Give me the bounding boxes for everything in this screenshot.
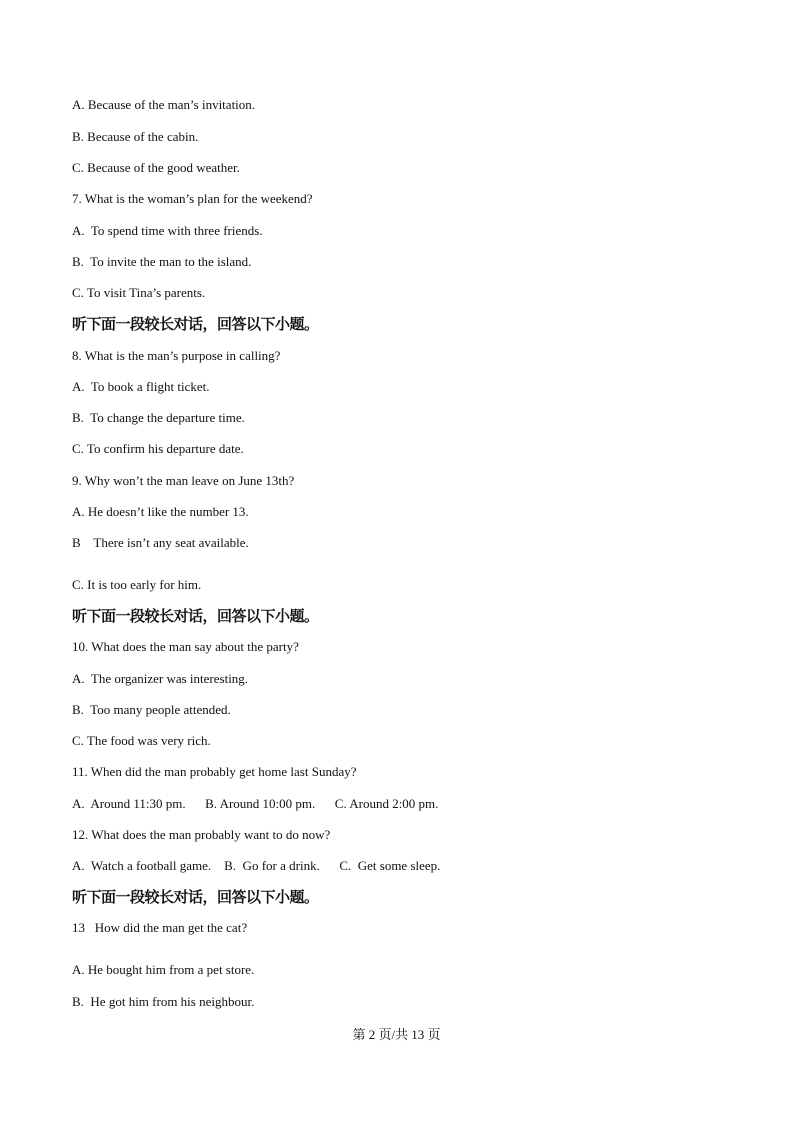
page-footer: 第 2 页/共 13 页 bbox=[352, 1027, 441, 1042]
question-11: 11. When did the man probably get home last Sunday? bbox=[72, 764, 357, 779]
section-instruction: 听下面一段较长对话，回答以下小题。 bbox=[72, 888, 319, 906]
option-9c: C. It is too early for him. bbox=[72, 577, 202, 592]
option-13b: B. He got him from his neighbour. bbox=[72, 994, 255, 1009]
question-7: 7. What is the woman’s plan for the weekend? bbox=[72, 191, 313, 206]
question-13: 13 How did the man get the cat? bbox=[72, 920, 248, 935]
options-12: A. Watch a football game. B. Go for a drink. C. Get some sleep. bbox=[72, 858, 441, 873]
option-8a: A. To book a flight ticket. bbox=[72, 379, 210, 394]
question-8: 8. What is the man’s purpose in calling? bbox=[72, 348, 281, 363]
option-8c: C. To confirm his departure date. bbox=[72, 441, 244, 456]
section-instruction: 听下面一段较长对话，回答以下小题。 bbox=[72, 315, 319, 333]
option-6a: A. Because of the man’s invitation. bbox=[72, 97, 256, 112]
question-12: 12. What does the man probably want to do now? bbox=[72, 827, 331, 842]
option-10c: C. The food was very rich. bbox=[72, 733, 211, 748]
option-7c: C. To visit Tina’s parents. bbox=[72, 285, 206, 300]
option-10a: A. The organizer was interesting. bbox=[72, 671, 249, 686]
options-11: A. Around 11:30 pm. B. Around 10:00 pm. C. Around 2:00 pm. bbox=[72, 796, 439, 811]
section-instruction: 听下面一段较长对话，回答以下小题。 bbox=[72, 607, 319, 625]
option-9b: B There isn’t any seat available. bbox=[72, 535, 249, 550]
option-6b: B. Because of the cabin. bbox=[72, 129, 199, 144]
option-8b: B. To change the departure time. bbox=[72, 410, 245, 425]
option-10b: B. Too many people attended. bbox=[72, 702, 231, 717]
option-7b: B. To invite the man to the island. bbox=[72, 254, 252, 269]
option-7a: A. To spend time with three friends. bbox=[72, 223, 263, 238]
question-9: 9. Why won’t the man leave on June 13th? bbox=[72, 473, 295, 488]
option-6c: C. Because of the good weather. bbox=[72, 160, 240, 175]
option-9a: A. He doesn’t like the number 13. bbox=[72, 504, 249, 519]
option-13a: A. He bought him from a pet store. bbox=[72, 962, 255, 977]
question-10: 10. What does the man say about the party? bbox=[72, 639, 299, 654]
